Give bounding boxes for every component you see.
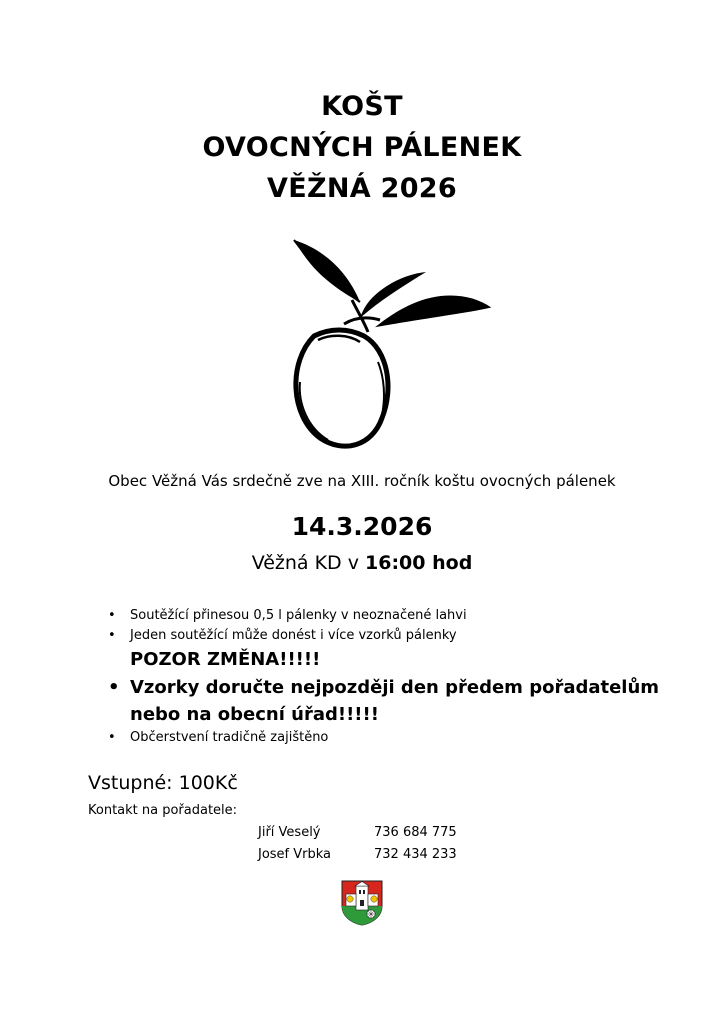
contact-row (258, 822, 457, 844)
title-line-2: OVOCNÝCH PÁLENEK (202, 132, 522, 163)
rule-text: Občerstvení tradičně zajištěno (130, 730, 329, 745)
rule-text-line-1: Vzorky doručte nejpozději den předem pořadatelům (130, 677, 660, 698)
contact-name: Jiří Veselý (258, 825, 321, 840)
contact-phone: 732 434 233 (374, 847, 457, 862)
plum-drawing-icon (248, 232, 492, 452)
list-item (104, 626, 704, 646)
list-item (104, 606, 704, 626)
list-item (104, 728, 704, 748)
contact-phone: 736 684 775 (374, 825, 457, 840)
bullet-icon: • (108, 628, 116, 643)
contact-row (258, 844, 457, 866)
coat-of-arms-icon (341, 880, 383, 926)
village-crest (341, 880, 383, 926)
rule-text: Jeden soutěžící může donést i více vzorků pálenky (130, 628, 457, 643)
invitation-text: Obec Věžná Vás srdečně zve na XIII. ročník koštu ovocných pálenek (108, 472, 616, 490)
change-notice: POZOR ZMĚNA!!!!! (130, 649, 321, 670)
bullet-icon: • (108, 608, 116, 623)
title-line-1: KOŠT (321, 91, 403, 122)
bullet-icon: • (108, 730, 116, 745)
event-time: 16:00 hod (365, 552, 473, 574)
rules-list (104, 606, 704, 748)
event-date: 14.3.2026 (291, 512, 433, 541)
contact-name: Josef Vrbka (258, 847, 332, 862)
title-line-3: VĚŽNÁ 2026 (267, 173, 457, 204)
plum-illustration (248, 232, 492, 452)
contact-label: Kontakt na pořadatele: (88, 803, 238, 818)
rule-text: Soutěžící přinesou 0,5 l pálenky v neoznačené lahvi (130, 608, 467, 623)
contact-list (258, 822, 457, 866)
event-place-time (0, 552, 724, 574)
entry-fee: Vstupné: 100Kč (88, 772, 238, 794)
bullet-icon: • (108, 677, 120, 698)
event-place: Věžná KD v (251, 552, 366, 574)
list-item (104, 674, 704, 728)
rule-text-line-2: nebo na obecní úřad!!!!! (130, 704, 379, 725)
poster-title (0, 86, 724, 209)
